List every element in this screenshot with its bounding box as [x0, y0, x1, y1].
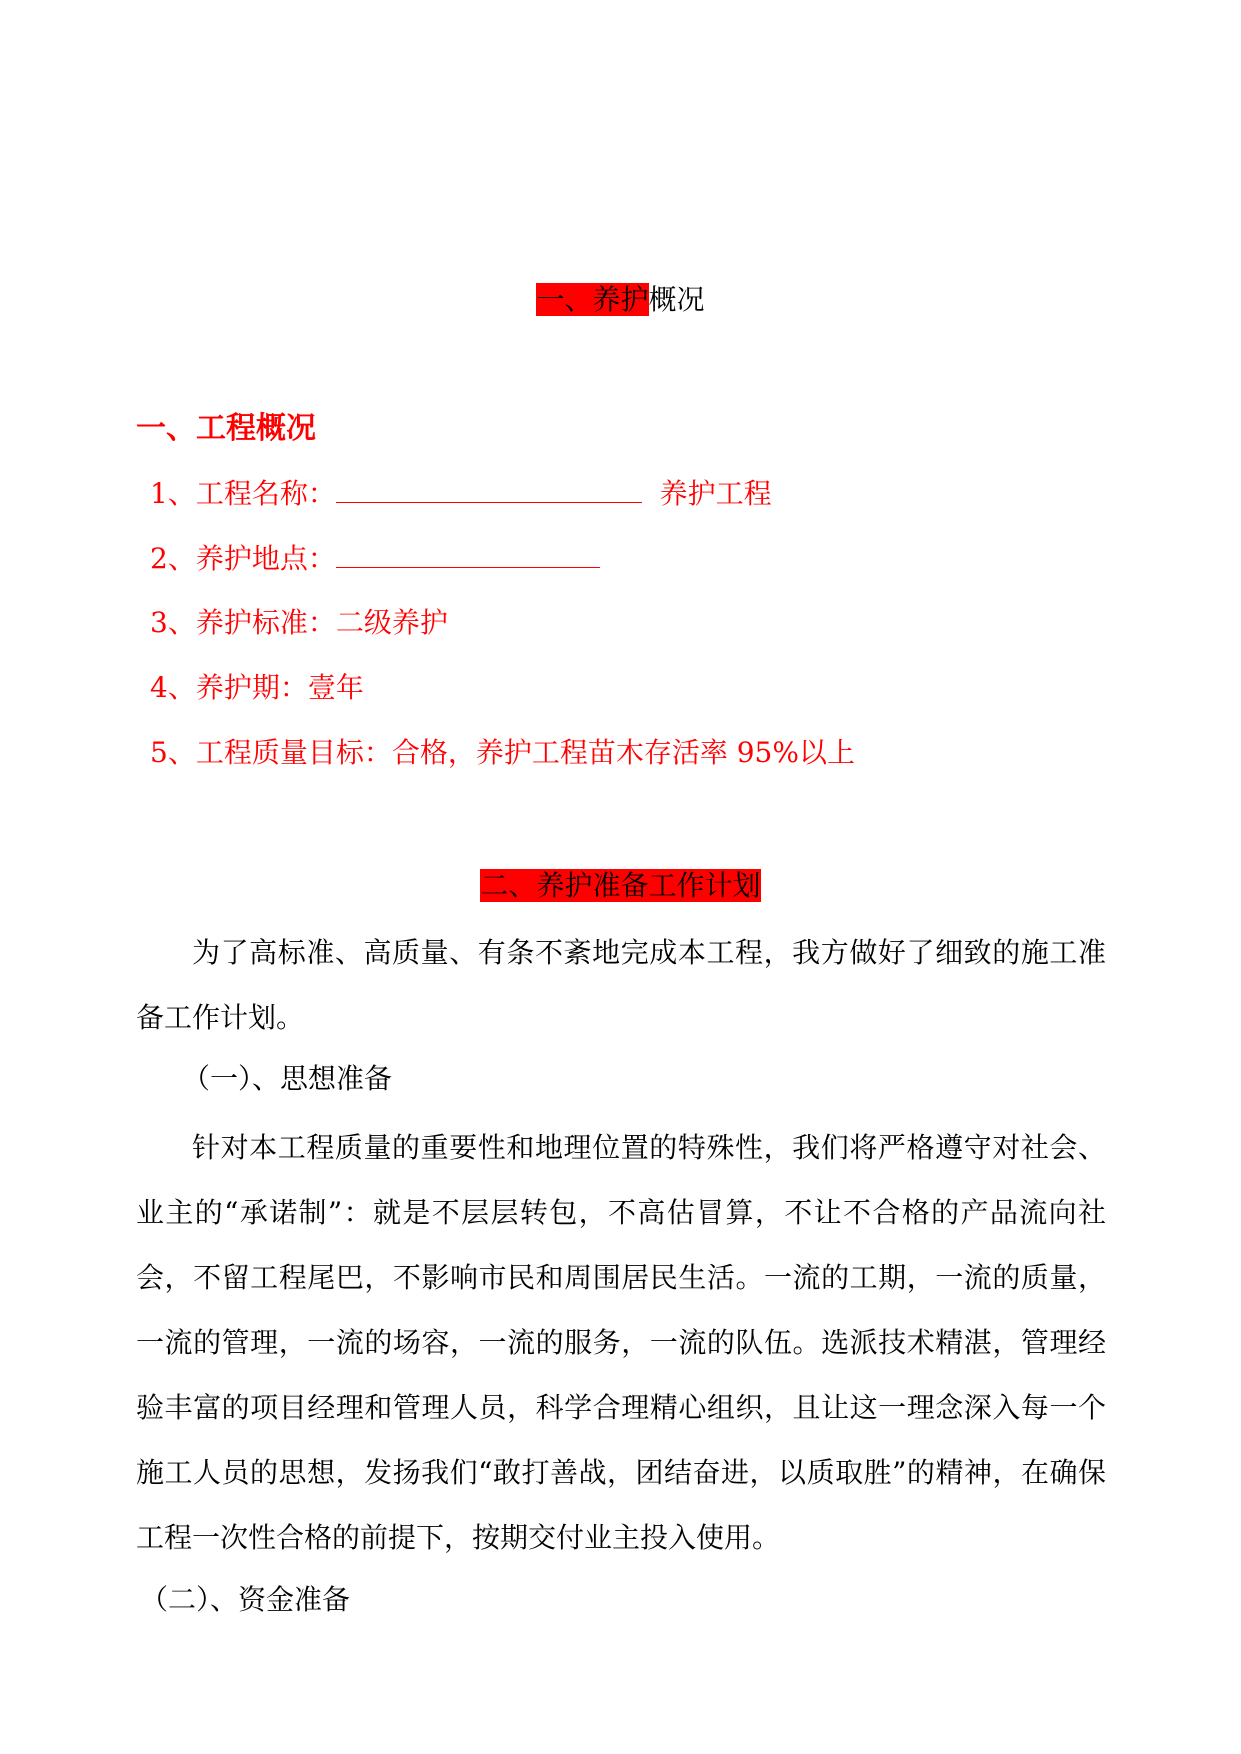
document-title-rest: 概况 [648, 283, 705, 316]
info-item-quality-target [150, 736, 855, 770]
document-title-highlighted: 一、养护 [536, 283, 649, 316]
info-value: 壹年 [307, 671, 364, 704]
section-1-heading: 一、工程概况 [136, 411, 316, 446]
info-label: 4、养护期： [150, 671, 308, 704]
info-value: 二级养护 [335, 606, 448, 639]
document-title [0, 283, 1241, 317]
info-label: 2、养护地点： [150, 542, 336, 575]
section-2-heading-text: 二、养护准备工作计划 [480, 869, 761, 902]
subsection-1-heading: （一）、思想准备 [182, 1062, 393, 1095]
blank-line [336, 541, 600, 568]
info-value: 合格，养护工程苗木存活率 95%以上 [391, 736, 855, 769]
info-item-period [150, 671, 364, 705]
info-item-project-name [150, 476, 772, 511]
info-label: 3、养护标准： [150, 606, 336, 639]
info-label: 5、工程质量目标： [150, 736, 392, 769]
blank-line [336, 476, 642, 503]
info-value: 养护工程 [659, 477, 772, 510]
intro-paragraph: 为了高标准、高质量、有条不紊地完成本工程，我方做好了细致的施工准备工作计划。 [136, 936, 1106, 1034]
section-2-heading [0, 869, 1241, 903]
subsection-1-body: 针对本工程质量的重要性和地理位置的特殊性，我们将严格遵守对社会、业主的“承诺制”：就是不层层转包，不高估冒算，不让不合格的产品流向社会，不留工程尾巴，不影响市民和周围居民生活。一流的工期，一流的质量，一流的管理，一流的场容，一流的服务，一流的队伍。选派技术精湛，管理经验丰富的项目经理和管理人员，科学合理精心组织，且让这一理念深入每一个施工人员的思想，发扬我们“敢打善战，团结奋进，以质取胜”的精神，在确保工程一次性合格的前提下，按期交付业主投入使用。 [136, 1131, 1106, 1554]
info-item-location [150, 541, 600, 576]
info-item-standard [150, 606, 448, 640]
info-label: 1、工程名称： [150, 477, 336, 510]
subsection-2-heading: （二）、资金准备 [140, 1583, 351, 1616]
